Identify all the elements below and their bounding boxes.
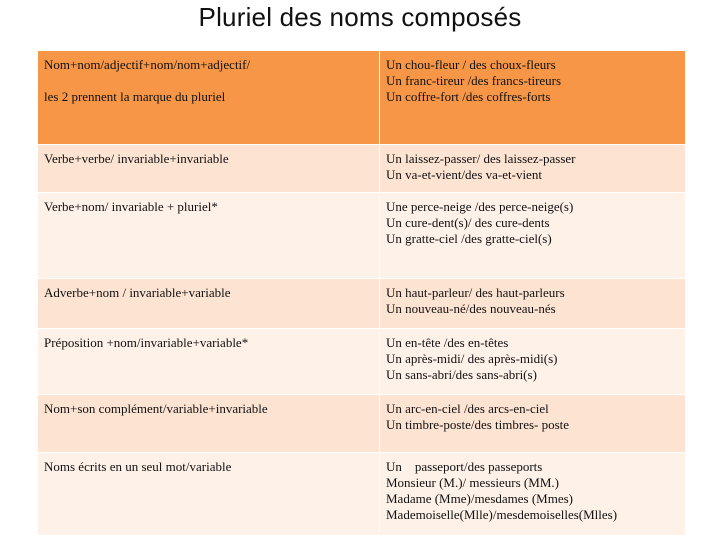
- rule-text: Nom+son complément/variable+invariable: [44, 401, 268, 416]
- example-text: Un après-midi/ des après-midi(s): [386, 351, 558, 366]
- table-row: [38, 193, 686, 279]
- rule-text: Verbe+verbe/ invariable+invariable: [44, 151, 229, 166]
- example-text: Un gratte-ciel /des gratte-ciel(s): [386, 231, 552, 246]
- example-text: Un sans-abri/des sans-abri(s): [386, 367, 537, 382]
- rule-cell: [38, 145, 380, 193]
- rule-cell: [38, 51, 380, 145]
- rule-cell: [38, 279, 380, 329]
- example-text: Un franc-tireur /des francs-tireurs: [386, 73, 562, 88]
- example-text: Un passeport/des passeports: [386, 459, 543, 474]
- example-text: Un laissez-passer/ des laissez-passer: [386, 151, 576, 166]
- rule-cell: [38, 453, 380, 536]
- rule-text: les 2 prennent la marque du pluriel: [44, 89, 226, 104]
- examples-cell: [380, 279, 686, 329]
- example-text: Une perce-neige /des perce-neige(s): [386, 199, 574, 214]
- examples-cell: [380, 329, 686, 395]
- example-text: Un haut-parleur/ des haut-parleurs: [386, 285, 565, 300]
- example-text: Monsieur (M.)/ messieurs (MM.): [386, 475, 559, 490]
- example-text: Un en-tête /des en-têtes: [386, 335, 509, 350]
- example-text: Un cure-dent(s)/ des cure-dents: [386, 215, 550, 230]
- example-text: Un va-et-vient/des va-et-vient: [386, 167, 542, 182]
- example-text: Mademoiselle(Mlle)/mesdemoiselles(Mlles): [386, 507, 618, 522]
- examples-cell: [380, 395, 686, 453]
- example-text: Un timbre-poste/des timbres- poste: [386, 417, 570, 432]
- table-row: [38, 145, 686, 193]
- rule-cell: [38, 193, 380, 279]
- table-row: [38, 329, 686, 395]
- rule-cell: [38, 329, 380, 395]
- table-row: [38, 395, 686, 453]
- rule-cell: [38, 395, 380, 453]
- example-text: Madame (Mme)/mesdames (Mmes): [386, 491, 574, 506]
- table-row: [38, 279, 686, 329]
- example-text: Un chou-fleur / des choux-fleurs: [386, 57, 556, 72]
- examples-cell: [380, 453, 686, 536]
- example-text: Un nouveau-né/des nouveau-nés: [386, 301, 556, 316]
- rule-text: Nom+nom/adjectif+nom/nom+adjectif/: [44, 57, 251, 72]
- rule-text: Préposition +nom/invariable+variable*: [44, 335, 249, 350]
- table-row: [38, 51, 686, 145]
- examples-cell: [380, 193, 686, 279]
- example-text: Un coffre-fort /des coffres-forts: [386, 89, 551, 104]
- examples-cell: [380, 51, 686, 145]
- rule-text: Noms écrits en un seul mot/variable: [44, 459, 232, 474]
- table-row: [38, 453, 686, 536]
- examples-cell: [380, 145, 686, 193]
- rule-text: Verbe+nom/ invariable + pluriel*: [44, 199, 218, 214]
- plural-rules-table: [37, 50, 686, 536]
- rule-text: Adverbe+nom / invariable+variable: [44, 285, 231, 300]
- page-title: Pluriel des noms composés: [198, 2, 522, 32]
- example-text: Un arc-en-ciel /des arcs-en-ciel: [386, 401, 549, 416]
